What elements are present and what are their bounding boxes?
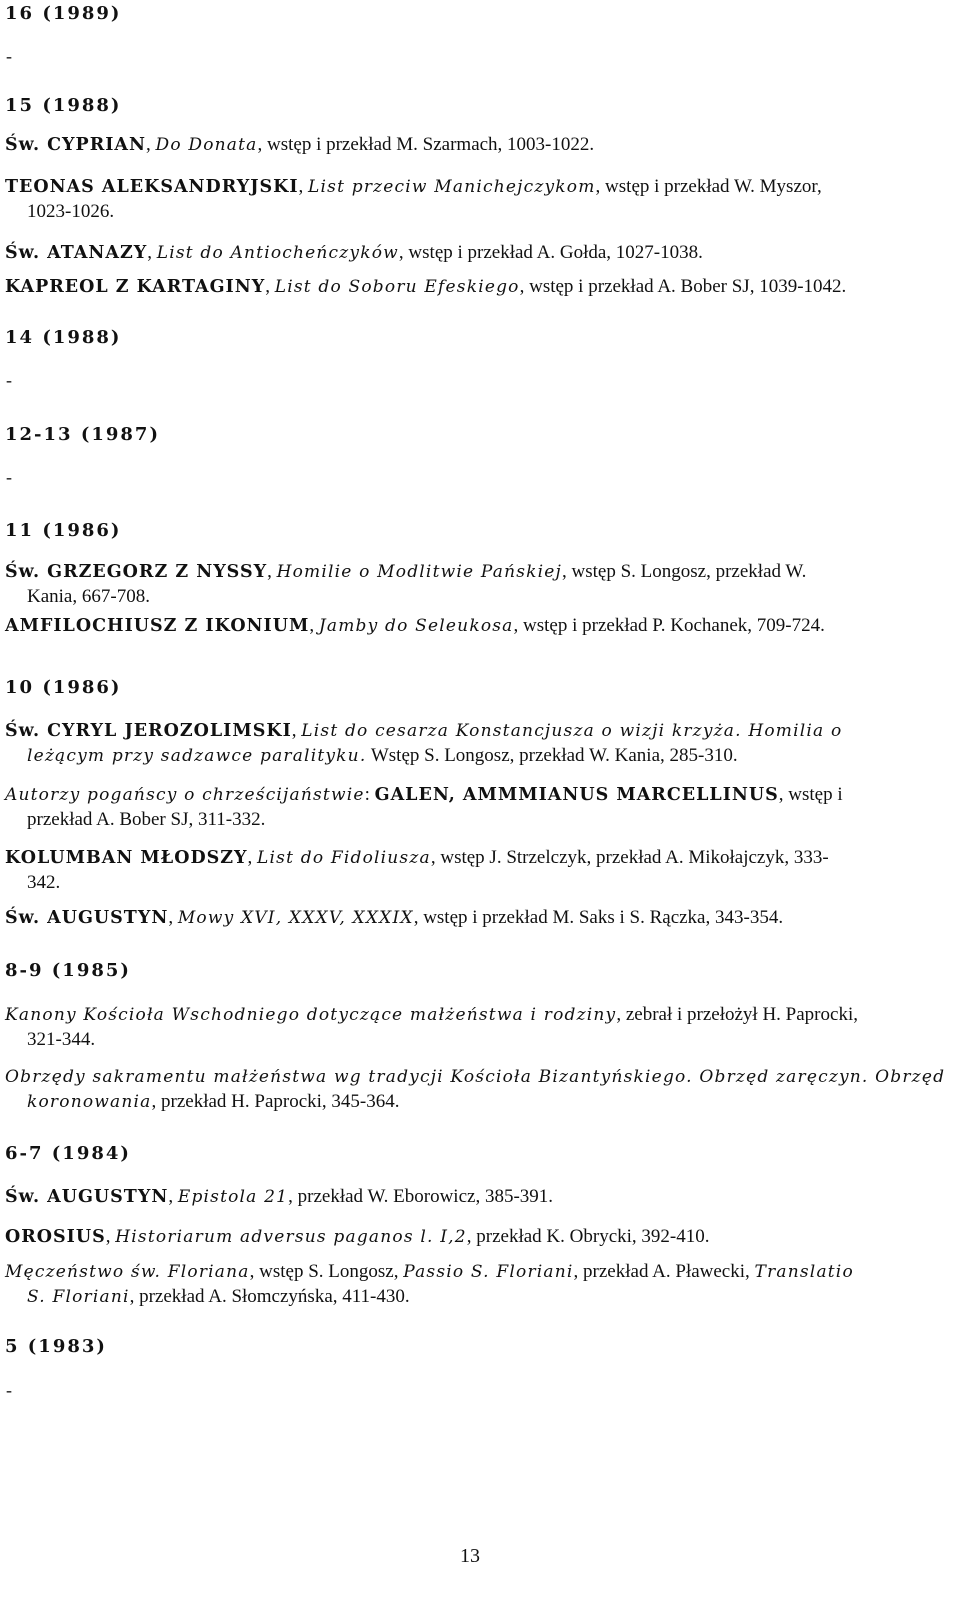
entry-text: , przekład A. Pławecki, <box>573 1261 755 1282</box>
entry-text: 342. <box>27 871 61 893</box>
entry-text: , wstęp i przekład W. Myszor, <box>595 176 822 197</box>
work-title: List przeciw Manichejczykom <box>308 177 596 197</box>
work-title: S. Floriani <box>27 1286 130 1307</box>
entry-text: , <box>265 276 275 297</box>
entry-line <box>5 133 940 158</box>
bibliography-entry <box>5 1185 940 1210</box>
entry-line <box>5 719 940 744</box>
bibliography-entry <box>5 1225 940 1250</box>
entry-text: , <box>291 720 302 741</box>
issue-heading: 6-7 (1984) <box>5 1143 131 1164</box>
work-title: Translatio <box>754 1262 854 1282</box>
work-title: List do Fidoliusza <box>257 848 431 868</box>
entry-text: , wstęp i <box>778 784 843 805</box>
work-title: Do Donata <box>155 135 258 155</box>
author-name: Św. CYRYL JEROZOLIMSKI <box>5 721 292 741</box>
entry-text: , wstęp i przekład M. Szarmach, 1003-1022. <box>257 134 595 155</box>
entry-text: , zebrał i przełożył H. Paprocki, <box>616 1004 858 1025</box>
issue-heading: 16 (1989) <box>5 3 122 24</box>
author-name: Św. AUGUSTYN <box>5 1187 169 1207</box>
entry-line <box>5 1260 940 1285</box>
entry-text: , <box>247 847 258 868</box>
entry-text: Wstęp S. Longosz, przekład W. Kania, 285-310. <box>366 744 738 766</box>
author-name: AMFILOCHIUSZ Z IKONIUM <box>5 616 310 636</box>
author-name: GALEN, AMMMIANUS MARCELLINUS <box>374 785 779 805</box>
entry-text: Kania, 667-708. <box>27 585 150 607</box>
entry-line <box>5 585 940 610</box>
bibliography-entry <box>5 1260 940 1309</box>
author-name: Św. CYPRIAN <box>5 135 147 155</box>
entry-text: , przekład K. Obrycki, 392-410. <box>466 1226 710 1247</box>
author-name: Św. GRZEGORZ Z NYSSY <box>5 562 268 582</box>
entry-line <box>5 1285 940 1310</box>
entry-line <box>5 175 940 200</box>
entry-text: 321-344. <box>27 1028 96 1050</box>
entry-text: , wstęp i przekład A. Bober SJ, 1039-1042. <box>519 276 847 297</box>
author-name: KOLUMBAN MŁODSZY <box>5 848 248 868</box>
bibliography-entry <box>5 846 940 895</box>
work-title: Autorzy pogańscy o chrześcijaństwie <box>5 785 365 805</box>
work-title: List do cesarza Konstancjusza o wizji krzyża. Homilia o <box>301 721 843 741</box>
bibliography-entry <box>5 275 940 300</box>
entry-line <box>5 808 940 833</box>
work-title: Passio S. Floriani <box>403 1262 574 1282</box>
work-title: koronowania <box>27 1091 152 1112</box>
bibliography-entry <box>5 241 940 266</box>
entry-text: , <box>298 176 309 197</box>
entry-text: , przekład H. Paprocki, 345-364. <box>151 1090 400 1112</box>
bibliography-entry <box>5 1003 940 1052</box>
entry-line <box>5 275 940 300</box>
entry-text: , <box>267 561 277 582</box>
entry-line <box>5 1028 940 1053</box>
issue-heading: 11 (1986) <box>5 520 122 541</box>
author-name: OROSIUS <box>5 1227 106 1247</box>
entry-line <box>5 744 940 769</box>
entry-line <box>5 783 940 808</box>
issue-heading: 10 (1986) <box>5 677 122 698</box>
entry-text: , wstęp S. Longosz, <box>249 1261 404 1282</box>
author-name: Św. AUGUSTYN <box>5 908 169 928</box>
entry-text: , <box>168 907 178 928</box>
bibliography-entry <box>5 614 940 639</box>
author-name: KAPREOL Z KARTAGINY <box>5 277 266 297</box>
issue-heading: 5 (1983) <box>5 1336 107 1357</box>
entry-text: , wstęp i przekład A. Gołda, 1027-1038. <box>398 242 703 263</box>
page-number: 13 <box>460 1545 480 1567</box>
entry-line <box>5 1003 940 1028</box>
entry-text: , wstęp S. Longosz, przekład W. <box>562 561 807 582</box>
work-title: Obrzędy sakramentu małżeństwa wg tradycji Kościoła Bizantyńskiego. Obrzęd zaręczyn. Obrzęd <box>5 1067 946 1087</box>
issue-empty-dash: - <box>6 1380 12 1400</box>
entry-text: , <box>168 1186 178 1207</box>
entry-text: przekład A. Bober SJ, 311-332. <box>27 808 266 830</box>
work-title: leżącym przy sadzawce paralityku. <box>27 745 367 766</box>
entry-text: , <box>147 242 157 263</box>
entry-text: , <box>146 134 156 155</box>
entry-text: , wstęp i przekład P. Kochanek, 709-724. <box>513 615 825 636</box>
issue-empty-dash: - <box>6 46 12 66</box>
issue-heading: 15 (1988) <box>5 95 122 116</box>
issue-heading: 12-13 (1987) <box>5 424 160 445</box>
entry-line <box>5 846 940 871</box>
entry-text: : <box>364 784 375 805</box>
issue-heading: 8-9 (1985) <box>5 960 131 981</box>
entry-text: , przekład W. Eborowicz, 385-391. <box>288 1186 554 1207</box>
bibliography-entry <box>5 1065 946 1114</box>
entry-line <box>5 200 940 225</box>
entry-text: , przekład A. Słomczyńska, 411-430. <box>129 1285 410 1307</box>
bibliography-entry <box>5 719 940 768</box>
entry-line <box>5 560 940 585</box>
work-title: Mowy XVI, XXXV, XXXIX <box>177 908 414 928</box>
work-title: List do Soboru Efeskiego <box>274 277 520 297</box>
entry-line <box>5 1090 940 1115</box>
entry-text: , <box>105 1226 116 1247</box>
bibliography-entry <box>5 783 940 832</box>
issue-empty-dash: - <box>6 370 12 390</box>
entry-line <box>5 1225 940 1250</box>
entry-line <box>5 1065 946 1090</box>
entry-text: , wstęp i przekład M. Saks i S. Rączka, 343-354. <box>413 907 784 928</box>
entry-text: , wstęp J. Strzelczyk, przekład A. Mikołajczyk, 333- <box>430 847 829 868</box>
entry-line <box>5 1185 940 1210</box>
author-name: Św. ATANAZY <box>5 243 148 263</box>
issue-empty-dash: - <box>6 467 12 487</box>
entry-line <box>5 614 940 639</box>
issue-heading: 14 (1988) <box>5 327 122 348</box>
work-title: Historiarum adversus paganos l. I,2 <box>115 1227 467 1247</box>
bibliography-entry <box>5 906 940 931</box>
bibliography-entry <box>5 133 940 158</box>
work-title: Kanony Kościoła Wschodniego dotyczące małżeństwa i rodziny <box>5 1005 617 1025</box>
work-title: Homilie o Modlitwie Pańskiej <box>276 562 563 582</box>
bibliography-entry <box>5 560 940 609</box>
entry-text: 1023-1026. <box>27 200 115 222</box>
work-title: Epistola 21 <box>177 1187 289 1207</box>
entry-line <box>5 871 940 896</box>
work-title: List do Antiocheńczyków <box>156 243 399 263</box>
author-name: TEONAS ALEKSANDRYJSKI <box>5 177 299 197</box>
entry-text: , <box>309 615 319 636</box>
work-title: Męczeństwo św. Floriana <box>5 1262 250 1282</box>
entry-line <box>5 906 940 931</box>
entry-line <box>5 241 940 266</box>
bibliography-entry <box>5 175 940 224</box>
work-title: Jamby do Seleukosa <box>318 616 514 636</box>
